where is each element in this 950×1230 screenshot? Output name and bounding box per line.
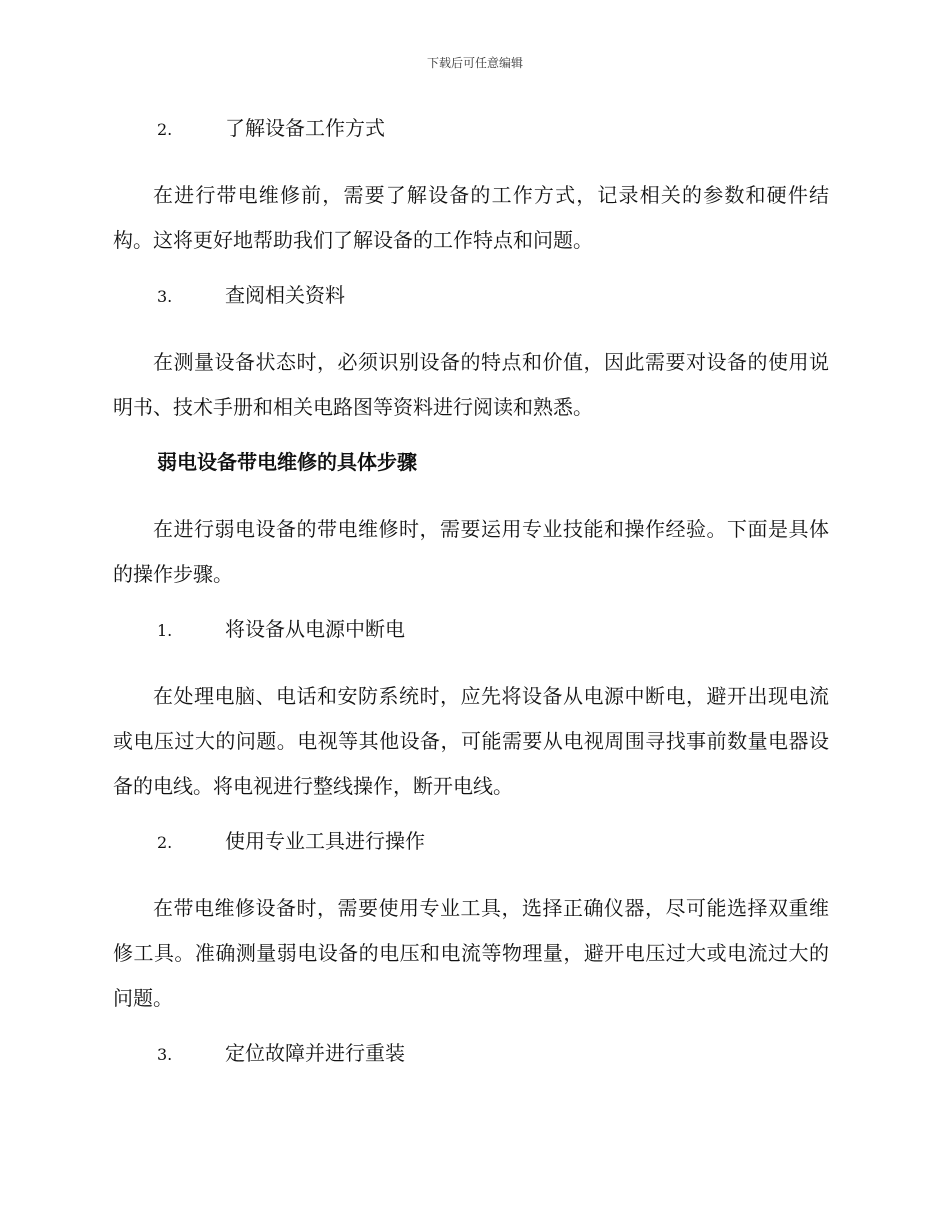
list-number: 1.	[157, 621, 173, 640]
list-item	[113, 1037, 829, 1071]
list-item-text: 将设备从电源中断电	[225, 617, 405, 641]
list-item-text: 定位故障并进行重装	[225, 1041, 405, 1065]
list-item-text: 了解设备工作方式	[225, 116, 385, 140]
list-number: 2.	[157, 833, 173, 852]
list-item-text: 使用专业工具进行操作	[225, 829, 425, 853]
page-header: 下载后可任意编辑	[426, 56, 523, 70]
list-item	[113, 112, 829, 146]
paragraph: 在进行弱电设备的带电维修时，需要运用专业技能和操作经验。下面是具体的操作步骤。	[113, 517, 829, 586]
list-number: 2.	[157, 120, 173, 139]
list-item-text: 查阅相关资料	[225, 283, 345, 307]
list-item	[113, 613, 829, 647]
paragraph: 在处理电脑、电话和安防系统时，应先将设备从电源中断电，避开出现电流或电压过大的问题。电视等其他设备，可能需要从电视周围寻找事前数量电器设备的电线。将电视进行整线操作，断开电线。	[113, 684, 829, 798]
list-item	[113, 279, 829, 313]
list-number: 3.	[157, 287, 173, 306]
list-number: 3.	[157, 1045, 173, 1064]
list-item	[113, 825, 829, 859]
paragraph: 在进行带电维修前，需要了解设备的工作方式，记录相关的参数和硬件结构。这将更好地帮助我们了解设备的工作特点和问题。	[113, 183, 829, 252]
document-body	[113, 112, 829, 1098]
paragraph: 在带电维修设备时，需要使用专业工具，选择正确仪器，尽可能选择双重维修工具。准确测量弱电设备的电压和电流等物理量，避开电压过大或电流过大的问题。	[113, 896, 829, 1010]
section-heading: 弱电设备带电维修的具体步骤	[157, 450, 417, 474]
paragraph: 在测量设备状态时，必须识别设备的特点和价值，因此需要对设备的使用说明书、技术手册和相关电路图等资料进行阅读和熟悉。	[113, 350, 829, 419]
